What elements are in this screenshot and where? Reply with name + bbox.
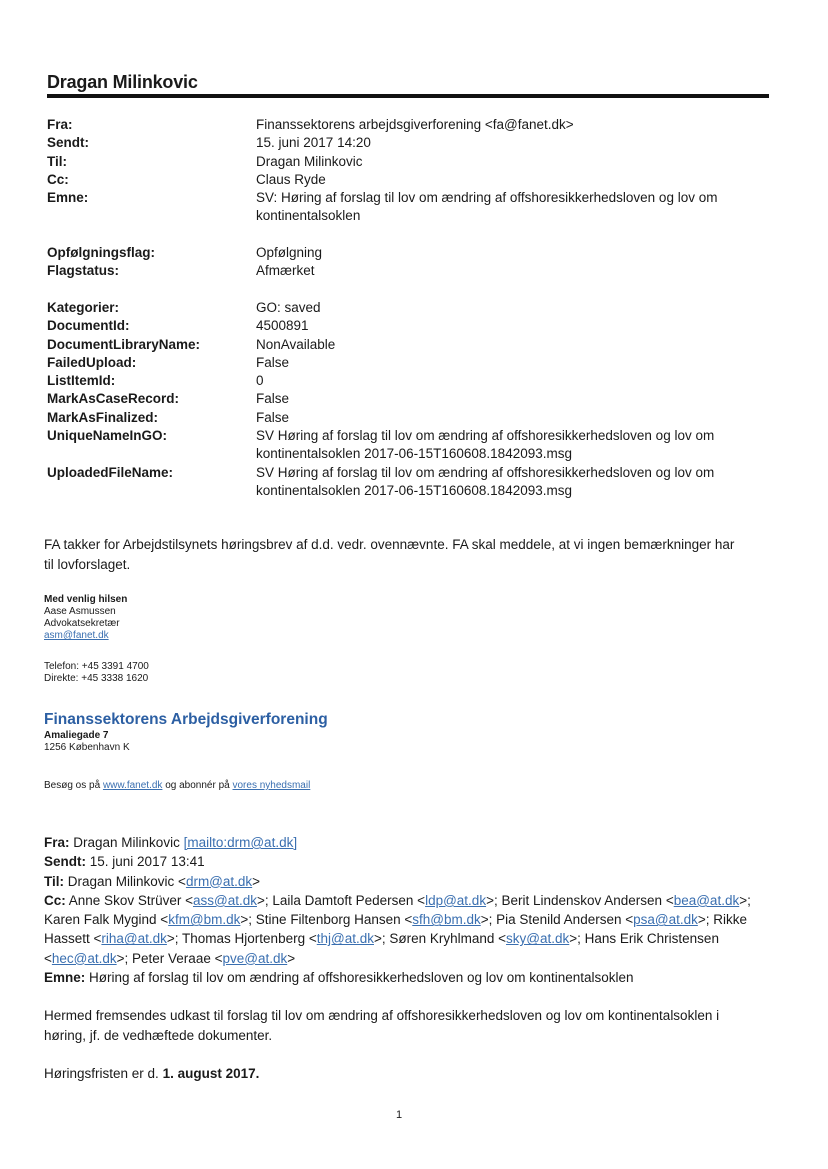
fwd-label: Emne: <box>44 970 86 986</box>
field-uniquenameingo <box>47 427 777 464</box>
cc-name: >; Berit Lindenskov Andersen < <box>486 892 674 908</box>
message-header <box>47 116 777 500</box>
field-label: Opfølgningsflag: <box>47 245 155 261</box>
field-emne <box>47 189 777 226</box>
signature-email-link[interactable]: asm@fanet.dk <box>44 630 109 641</box>
value-line: SV: Høring af forslag til lov om ændring af offshoresikkerhedsloven og lov om <box>256 190 718 206</box>
fwd-label: Til: <box>44 873 64 889</box>
field-fra <box>47 116 777 134</box>
fwd-emne <box>44 968 774 987</box>
field-label: MarkAsCaseRecord: <box>47 391 180 407</box>
field-value: False <box>256 391 290 407</box>
field-value: Dragan Milinkovic <box>256 153 363 169</box>
email-link[interactable]: drm@at.dk <box>185 873 253 889</box>
fwd-til: Til: Dragan Milinkovic <drm@at.dk> <box>44 873 261 889</box>
org-address <box>44 730 130 754</box>
field-label: Cc: <box>47 171 69 187</box>
body-line: høring, jf. de vedhæftede dokumenter. <box>44 1027 273 1043</box>
value-line: kontinentalsoklen 2017-06-15T160608.1842093.msg <box>256 446 572 462</box>
field-documentid <box>47 317 777 335</box>
fwd-fra <box>44 833 774 852</box>
field-value: NonAvailable <box>256 336 336 352</box>
reply-body <box>44 535 774 575</box>
fwd-emne-value: Høring af forslag til lov om ændring af offshoresikkerhedsloven og lov om kontinentalsoklen <box>89 970 634 986</box>
field-listitemid <box>47 372 777 390</box>
field-failedupload <box>47 354 777 372</box>
field-label: Fra: <box>47 117 73 132</box>
fwd-fra-value: Dragan Milinkovic <box>73 835 180 850</box>
mailto-link[interactable]: [mailto:drm@at.dk] <box>183 835 298 850</box>
email-link[interactable]: bea@at.dk <box>673 892 740 908</box>
field-opfoelgningsflag <box>47 244 777 262</box>
field-label: Til: <box>47 153 67 169</box>
field-value <box>256 427 777 464</box>
cc-name: >; Stine Filtenborg Hansen < <box>240 912 413 928</box>
org-name: Finanssektorens Arbejdsgiverforening <box>44 711 328 728</box>
org-street: Amaliegade 7 <box>44 730 109 741</box>
fwd-sendt-value: 15. juni 2017 13:41 <box>89 854 205 870</box>
field-kategorier <box>47 299 777 317</box>
field-til <box>47 153 777 171</box>
fwd-sendt <box>44 852 774 871</box>
email-link[interactable]: ldp@at.dk <box>425 892 487 908</box>
org-city: 1256 København K <box>44 742 130 753</box>
field-value: 15. juni 2017 14:20 <box>256 135 371 151</box>
reply-line: til lovforslaget. <box>44 557 131 572</box>
visit-prefix: Besøg os på <box>44 780 101 791</box>
signature <box>44 594 444 642</box>
page-number: 1 <box>396 1109 403 1121</box>
field-label: Flagstatus: <box>47 263 120 279</box>
signature-title: Advokatsekretær <box>44 618 120 629</box>
field-value: False <box>256 354 290 370</box>
field-label: UniqueNameInGO: <box>47 428 168 444</box>
value-line: kontinentalsoklen 2017-06-15T160608.1842093.msg <box>256 482 572 498</box>
fwd-label: Cc: <box>44 892 66 908</box>
cc-name: > <box>287 950 296 966</box>
visit-middle: og abonnér på <box>165 780 230 791</box>
field-label: MarkAsFinalized: <box>47 409 159 425</box>
field-flagstatus <box>47 262 777 280</box>
field-sendt <box>47 134 777 152</box>
signature-direct: Direkte: +45 3338 1620 <box>44 673 149 684</box>
field-value: Afmærket <box>256 263 315 279</box>
body-line: Hermed fremsendes udkast til forslag til lov om ændring af offshoresikkerhedsloven og lov om kontinentalsoklen i <box>44 1008 720 1024</box>
fwd-deadline <box>44 1064 774 1083</box>
signature-greeting: Med venlig hilsen <box>44 594 128 605</box>
field-value <box>256 189 777 226</box>
field-value: False <box>256 409 290 425</box>
newsletter-link[interactable]: vores nyhedsmail <box>232 780 311 791</box>
value-line: SV Høring af forslag til lov om ændring af offshoresikkerhedsloven og lov om <box>256 428 715 444</box>
cc-name: >; <box>739 892 751 908</box>
forwarded-message <box>44 833 774 1083</box>
field-label: ListItemId: <box>47 373 116 389</box>
cc-name: Anne Skov Strüver < <box>68 892 193 908</box>
field-markasfinalized <box>47 409 777 427</box>
field-value <box>256 464 777 501</box>
field-value: Opfølgning <box>256 245 323 261</box>
website-link[interactable]: www.fanet.dk <box>102 780 163 791</box>
email-link[interactable]: thj@at.dk <box>316 931 374 947</box>
fwd-label: Sendt: <box>44 854 86 870</box>
email-link[interactable]: sky@at.dk <box>506 931 570 947</box>
field-label: Kategorier: <box>47 299 120 315</box>
fwd-label: Fra: <box>44 835 70 850</box>
field-label: FailedUpload: <box>47 354 137 370</box>
cc-name: >; Pia Stenild Andersen < <box>480 912 634 928</box>
cc-name: < <box>44 950 52 966</box>
header-rule <box>47 94 769 98</box>
reply-line: FA takker for Arbejdstilsynets høringsbrev af d.d. vedr. ovennævnte. FA skal meddele, at vi ingen bemærkninger har <box>44 537 735 552</box>
email-link[interactable]: psa@at.dk <box>633 912 698 928</box>
value-line: SV Høring af forslag til lov om ændring af offshoresikkerhedsloven og lov om <box>256 464 715 480</box>
field-label: DocumentLibraryName: <box>47 336 201 352</box>
value-line: kontinentalsoklen <box>256 208 361 224</box>
field-label: DocumentId: <box>47 318 130 334</box>
field-label: Emne: <box>47 190 89 206</box>
cc-name: >; Rikke <box>697 912 748 928</box>
field-markascaserecord <box>47 390 777 408</box>
email-link[interactable]: pve@at.dk <box>222 950 288 966</box>
org-visit-line <box>44 780 310 791</box>
email-link[interactable]: hec@at.dk <box>51 950 117 966</box>
email-link[interactable]: sfh@bm.dk <box>412 912 481 928</box>
signature-phones <box>44 661 444 685</box>
email-link[interactable]: kfm@bm.dk <box>168 912 241 928</box>
cc-name: Karen Falk Mygind < <box>44 912 169 928</box>
deadline-date: 1. august 2017. <box>162 1065 260 1081</box>
field-value: GO: saved <box>256 299 321 315</box>
cc-name: >; Søren Kryhlmand < <box>373 931 507 947</box>
field-uploadedfilename <box>47 464 777 501</box>
field-documentlibraryname <box>47 336 777 354</box>
field-label: UploadedFileName: <box>47 464 174 480</box>
email-link[interactable]: ass@at.dk <box>192 892 257 908</box>
cc-name: >; Peter Veraae < <box>116 950 223 966</box>
mailbox-owner: Dragan Milinkovic <box>47 72 198 92</box>
fwd-til-name: Dragan Milinkovic < <box>67 873 186 889</box>
field-label: Sendt: <box>47 135 89 151</box>
field-value: 0 <box>256 373 264 389</box>
field-value: 4500891 <box>256 318 309 334</box>
field-cc <box>47 171 777 189</box>
cc-name: >; Hans Erik Christensen <box>569 931 719 947</box>
field-value: Claus Ryde <box>256 171 326 187</box>
signature-name: Aase Asmussen <box>44 606 116 617</box>
fwd-cc <box>44 891 774 968</box>
deadline-prefix: Høringsfristen er d. <box>44 1065 159 1081</box>
fwd-body <box>44 1006 774 1045</box>
field-value: Finanssektorens arbejdsgiverforening <fa@fanet.dk> <box>256 117 574 132</box>
signature-phone: Telefon: +45 3391 4700 <box>44 661 149 672</box>
cc-name: Hassett < <box>44 931 102 947</box>
cc-name: >; Laila Damtoft Pedersen < <box>256 892 426 908</box>
cc-name: >; Thomas Hjortenberg < <box>166 931 317 947</box>
email-link[interactable]: riha@at.dk <box>101 931 167 947</box>
